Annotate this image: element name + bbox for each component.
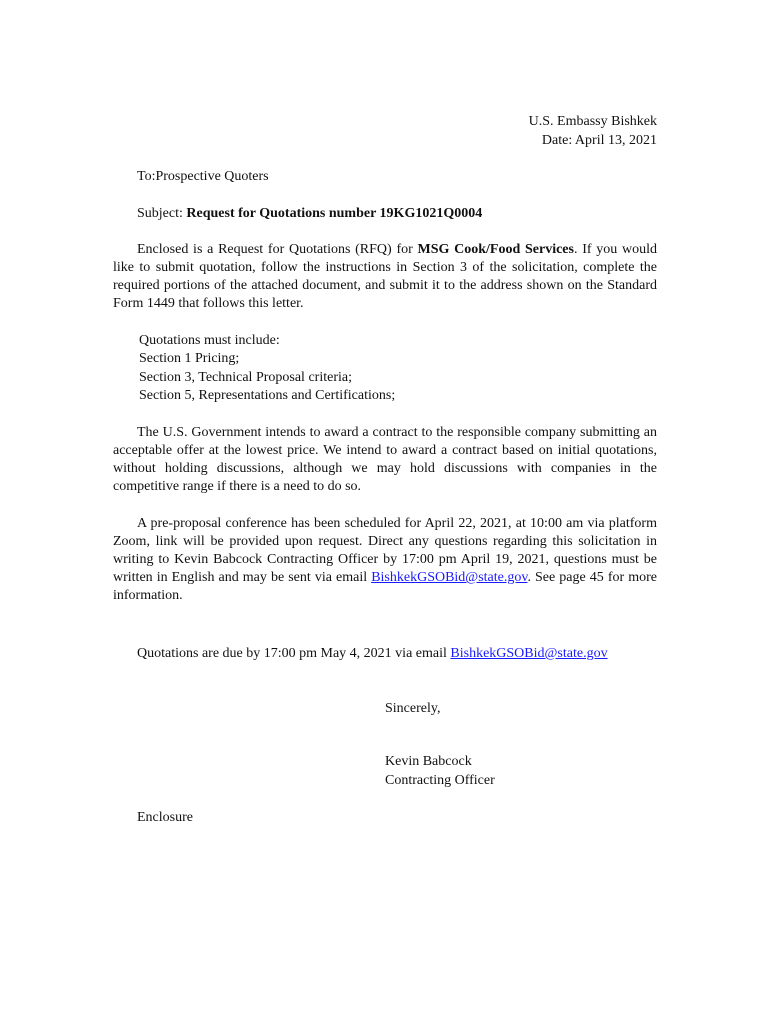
intro-text-before: Enclosed is a Request for Quotations (RFQ) for	[137, 242, 418, 257]
subject-line	[137, 204, 482, 223]
subject-label: Subject:	[137, 206, 187, 221]
requirement-item: Section 5, Representations and Certifications;	[139, 387, 396, 403]
recipient-line	[137, 167, 269, 186]
signatory-title: Contracting Officer	[385, 772, 495, 788]
award-paragraph	[113, 424, 657, 496]
requirements-list	[139, 332, 395, 405]
closing-salutation: Sincerely,	[385, 701, 441, 716]
due-line	[137, 644, 608, 663]
conference-text: A pre-proposal conference has been scheduled for April 22, 2021, at 10:00 am via platform Zoom, link will be provided upon request. Direct any questions regarding this solicitation in writing to Kevin Babcock Contracting Officer by 17:00 pm April 19, 2021, questions must be written in English and may be sent via email	[113, 516, 657, 585]
letter-date: Date: April 13, 2021	[541, 133, 657, 148]
requirement-item: Section 1 Pricing;	[139, 351, 240, 367]
signature-block	[385, 753, 495, 790]
subject-value: Request for Quotations number 19KG1021Q0004	[186, 206, 483, 221]
requirements-heading: Quotations must include:	[139, 333, 280, 348]
email-link[interactable]: BishkekGSOBid@state.gov	[371, 570, 528, 585]
letter-header	[529, 112, 657, 150]
recipient-label: To:	[137, 169, 156, 184]
intro-text-after: . If you would like to submit quotation, follow the instructions in Section 3 of the solicitation, complete the required portions of the attached document, and submit it to the address shown on the Standard Form 1449 that follows this letter.	[113, 242, 657, 311]
conference-paragraph	[113, 515, 657, 605]
requirement-item: Section 3, Technical Proposal criteria;	[139, 369, 352, 385]
embassy-name: U.S. Embassy Bishkek	[528, 114, 657, 129]
award-text: The U.S. Government intends to award a contract to the responsible company submitting an acceptable offer at the lowest price. We intend to award a contract based on initial quotations, without holding discussions, although we may hold discussions with companies in the competitive range if there is a need to do so.	[113, 425, 657, 494]
recipient-value: Prospective Quoters	[155, 169, 269, 184]
intro-paragraph	[113, 241, 657, 313]
enclosure-note: Enclosure	[137, 810, 193, 825]
service-name: MSG Cook/Food Services	[417, 242, 574, 257]
due-text: Quotations are due by 17:00 pm May 4, 2021 via email	[137, 646, 451, 661]
signatory-name: Kevin Babcock	[385, 754, 472, 769]
conference-text-after: . See page 45 for more information.	[113, 570, 658, 603]
due-email-link[interactable]: BishkekGSOBid@state.gov	[450, 646, 608, 661]
